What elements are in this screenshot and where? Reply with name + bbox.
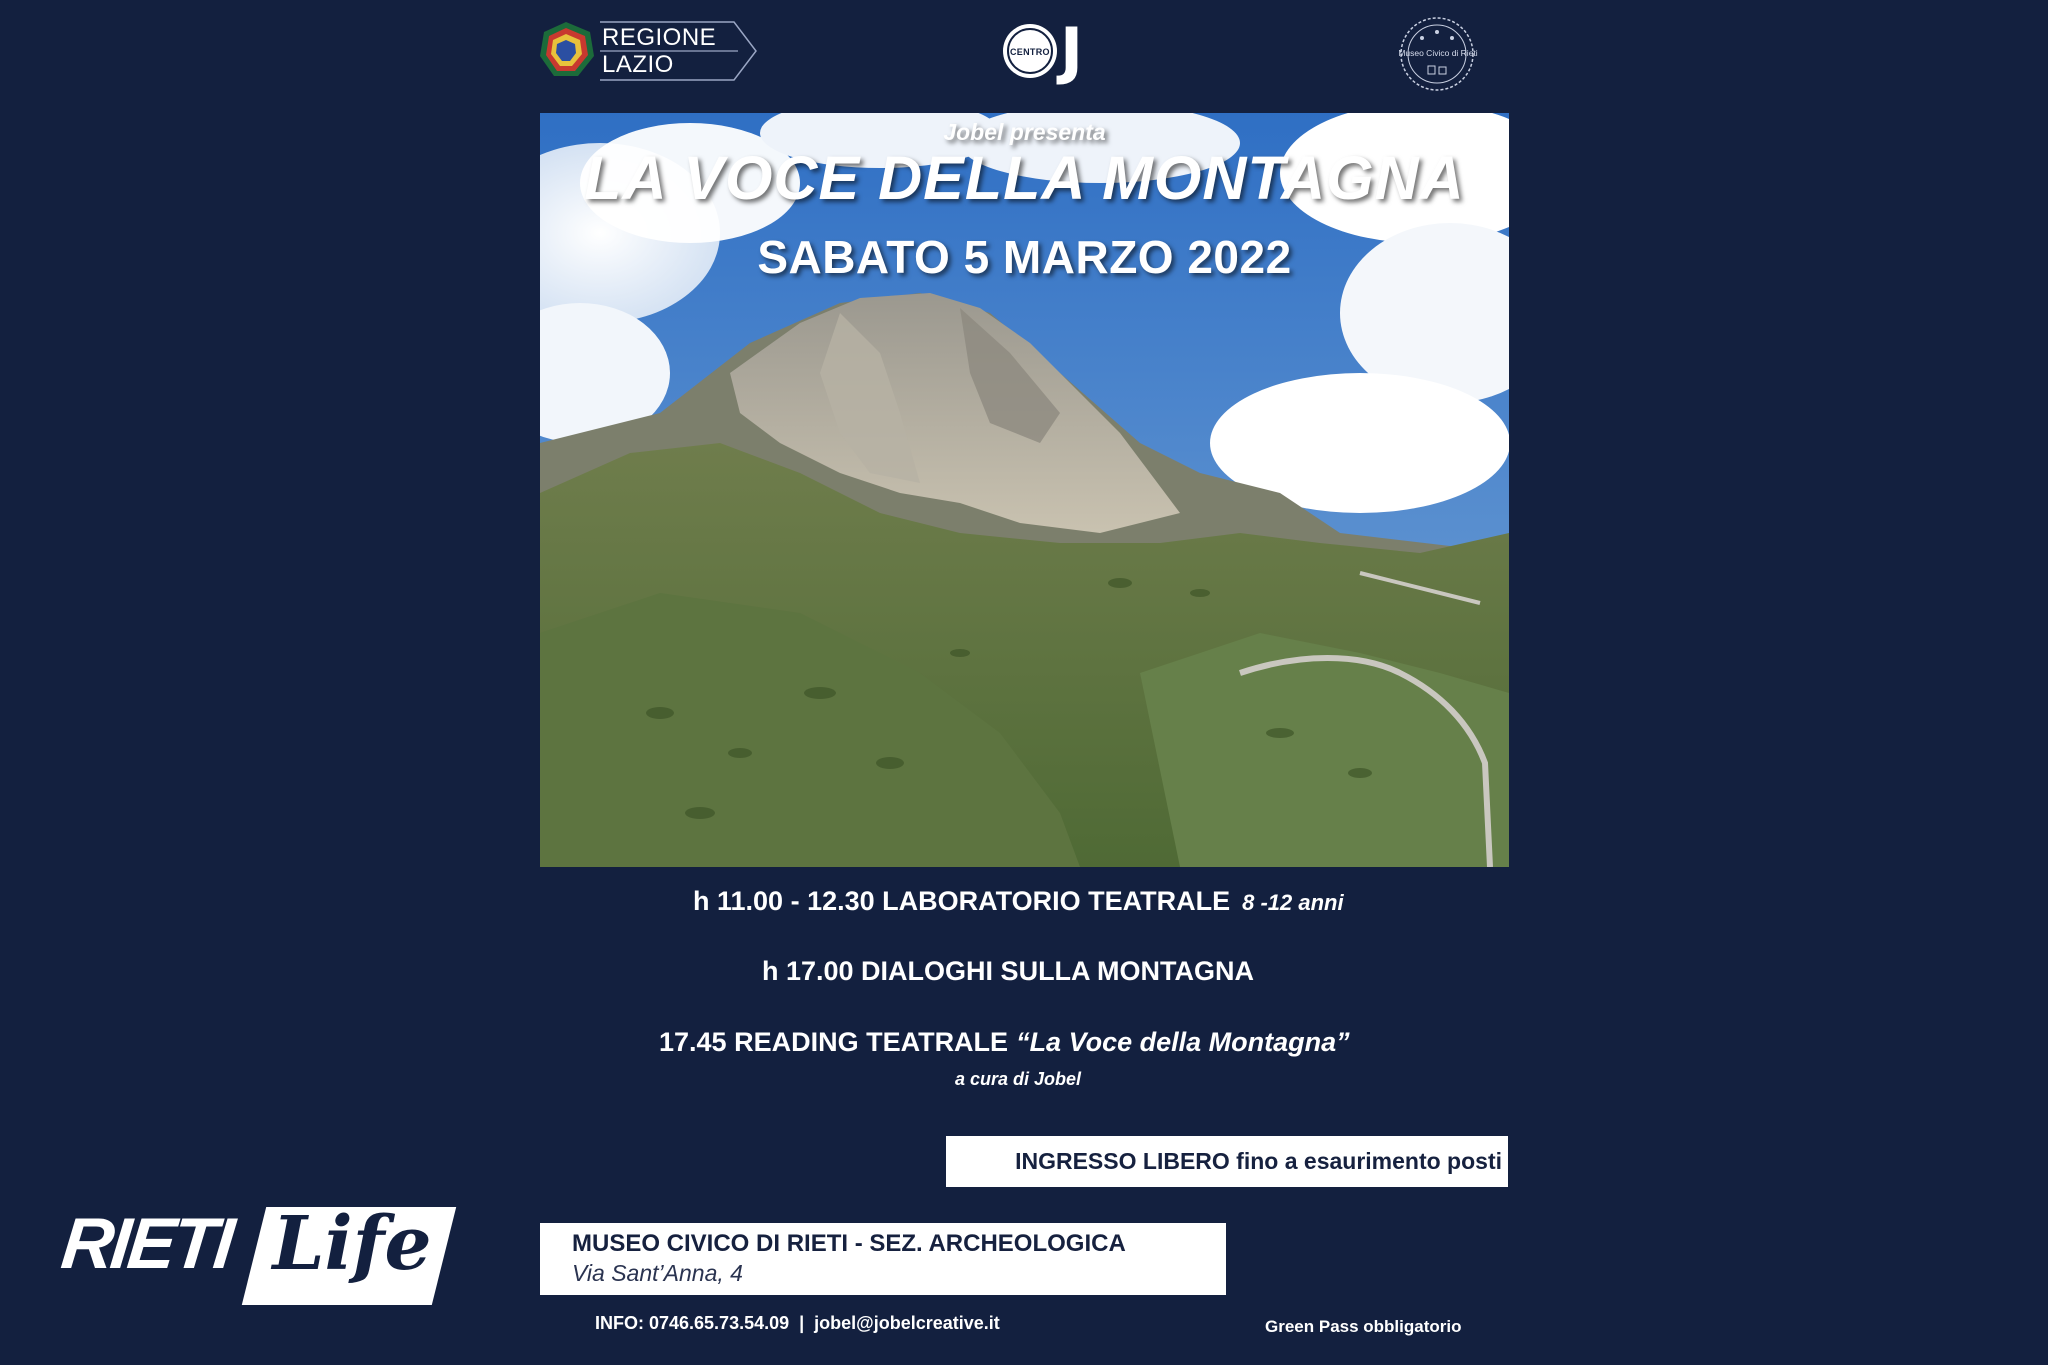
venue-name: MUSEO CIVICO DI RIETI - SEZ. ARCHEOLOGICA (572, 1230, 1126, 1257)
info-line (595, 1313, 1000, 1334)
lazio-label: LAZIO (602, 51, 674, 78)
centro-jobel-logo (1000, 14, 1090, 87)
venue-address: Via Sant’Anna, 4 (572, 1260, 743, 1286)
centro-label: CENTRO (1010, 47, 1050, 57)
info-email: jobel@jobelcreative.it (814, 1313, 1000, 1333)
rieti-wordmark: RIETI (57, 1204, 236, 1284)
green-pass-note: Green Pass obbligatorio (1265, 1317, 1462, 1336)
program-item-dialoghi (762, 956, 1254, 987)
museo-label: Museo Civico di Rieti (1398, 48, 1478, 58)
venue-box (540, 1223, 1226, 1295)
regione-label: REGIONE (602, 24, 717, 51)
program-item-reading (659, 1027, 1350, 1058)
program-item-laboratorio (693, 886, 1344, 917)
museo-civico-logo (1392, 14, 1482, 94)
info-phone: INFO: 0746.65.73.54.09 (595, 1313, 790, 1333)
poster-image (540, 113, 1509, 867)
rieti-life-logo (57, 1201, 452, 1311)
info-separator: | (799, 1313, 805, 1333)
regione-lazio-logo (538, 20, 760, 82)
program-item-text: h 11.00 - 12.30 LABORATORIO TEATRALE (693, 886, 1231, 916)
program-item-text: 17.45 READING TEATRALE (659, 1027, 1009, 1057)
event-title: LA VOCE DELLA MONTAGNA (584, 144, 1465, 212)
program-item-note: 8 -12 anni (1242, 890, 1344, 915)
event-date: SABATO 5 MARZO 2022 (757, 231, 1292, 283)
mountain-landscape-image (540, 113, 1509, 867)
j-letter: J (1060, 14, 1084, 87)
program-item-quote: “La Voce della Montagna” (1016, 1027, 1350, 1057)
presenta-label: Jobel presenta (943, 119, 1106, 145)
life-wordmark: Life (272, 1201, 432, 1287)
program-item-text: h 17.00 DIALOGHI SULLA MONTAGNA (762, 956, 1255, 986)
ingresso-banner: INGRESSO LIBERO fino a esaurimento posti (946, 1136, 1508, 1187)
credit-label: a cura di Jobel (955, 1069, 1082, 1089)
